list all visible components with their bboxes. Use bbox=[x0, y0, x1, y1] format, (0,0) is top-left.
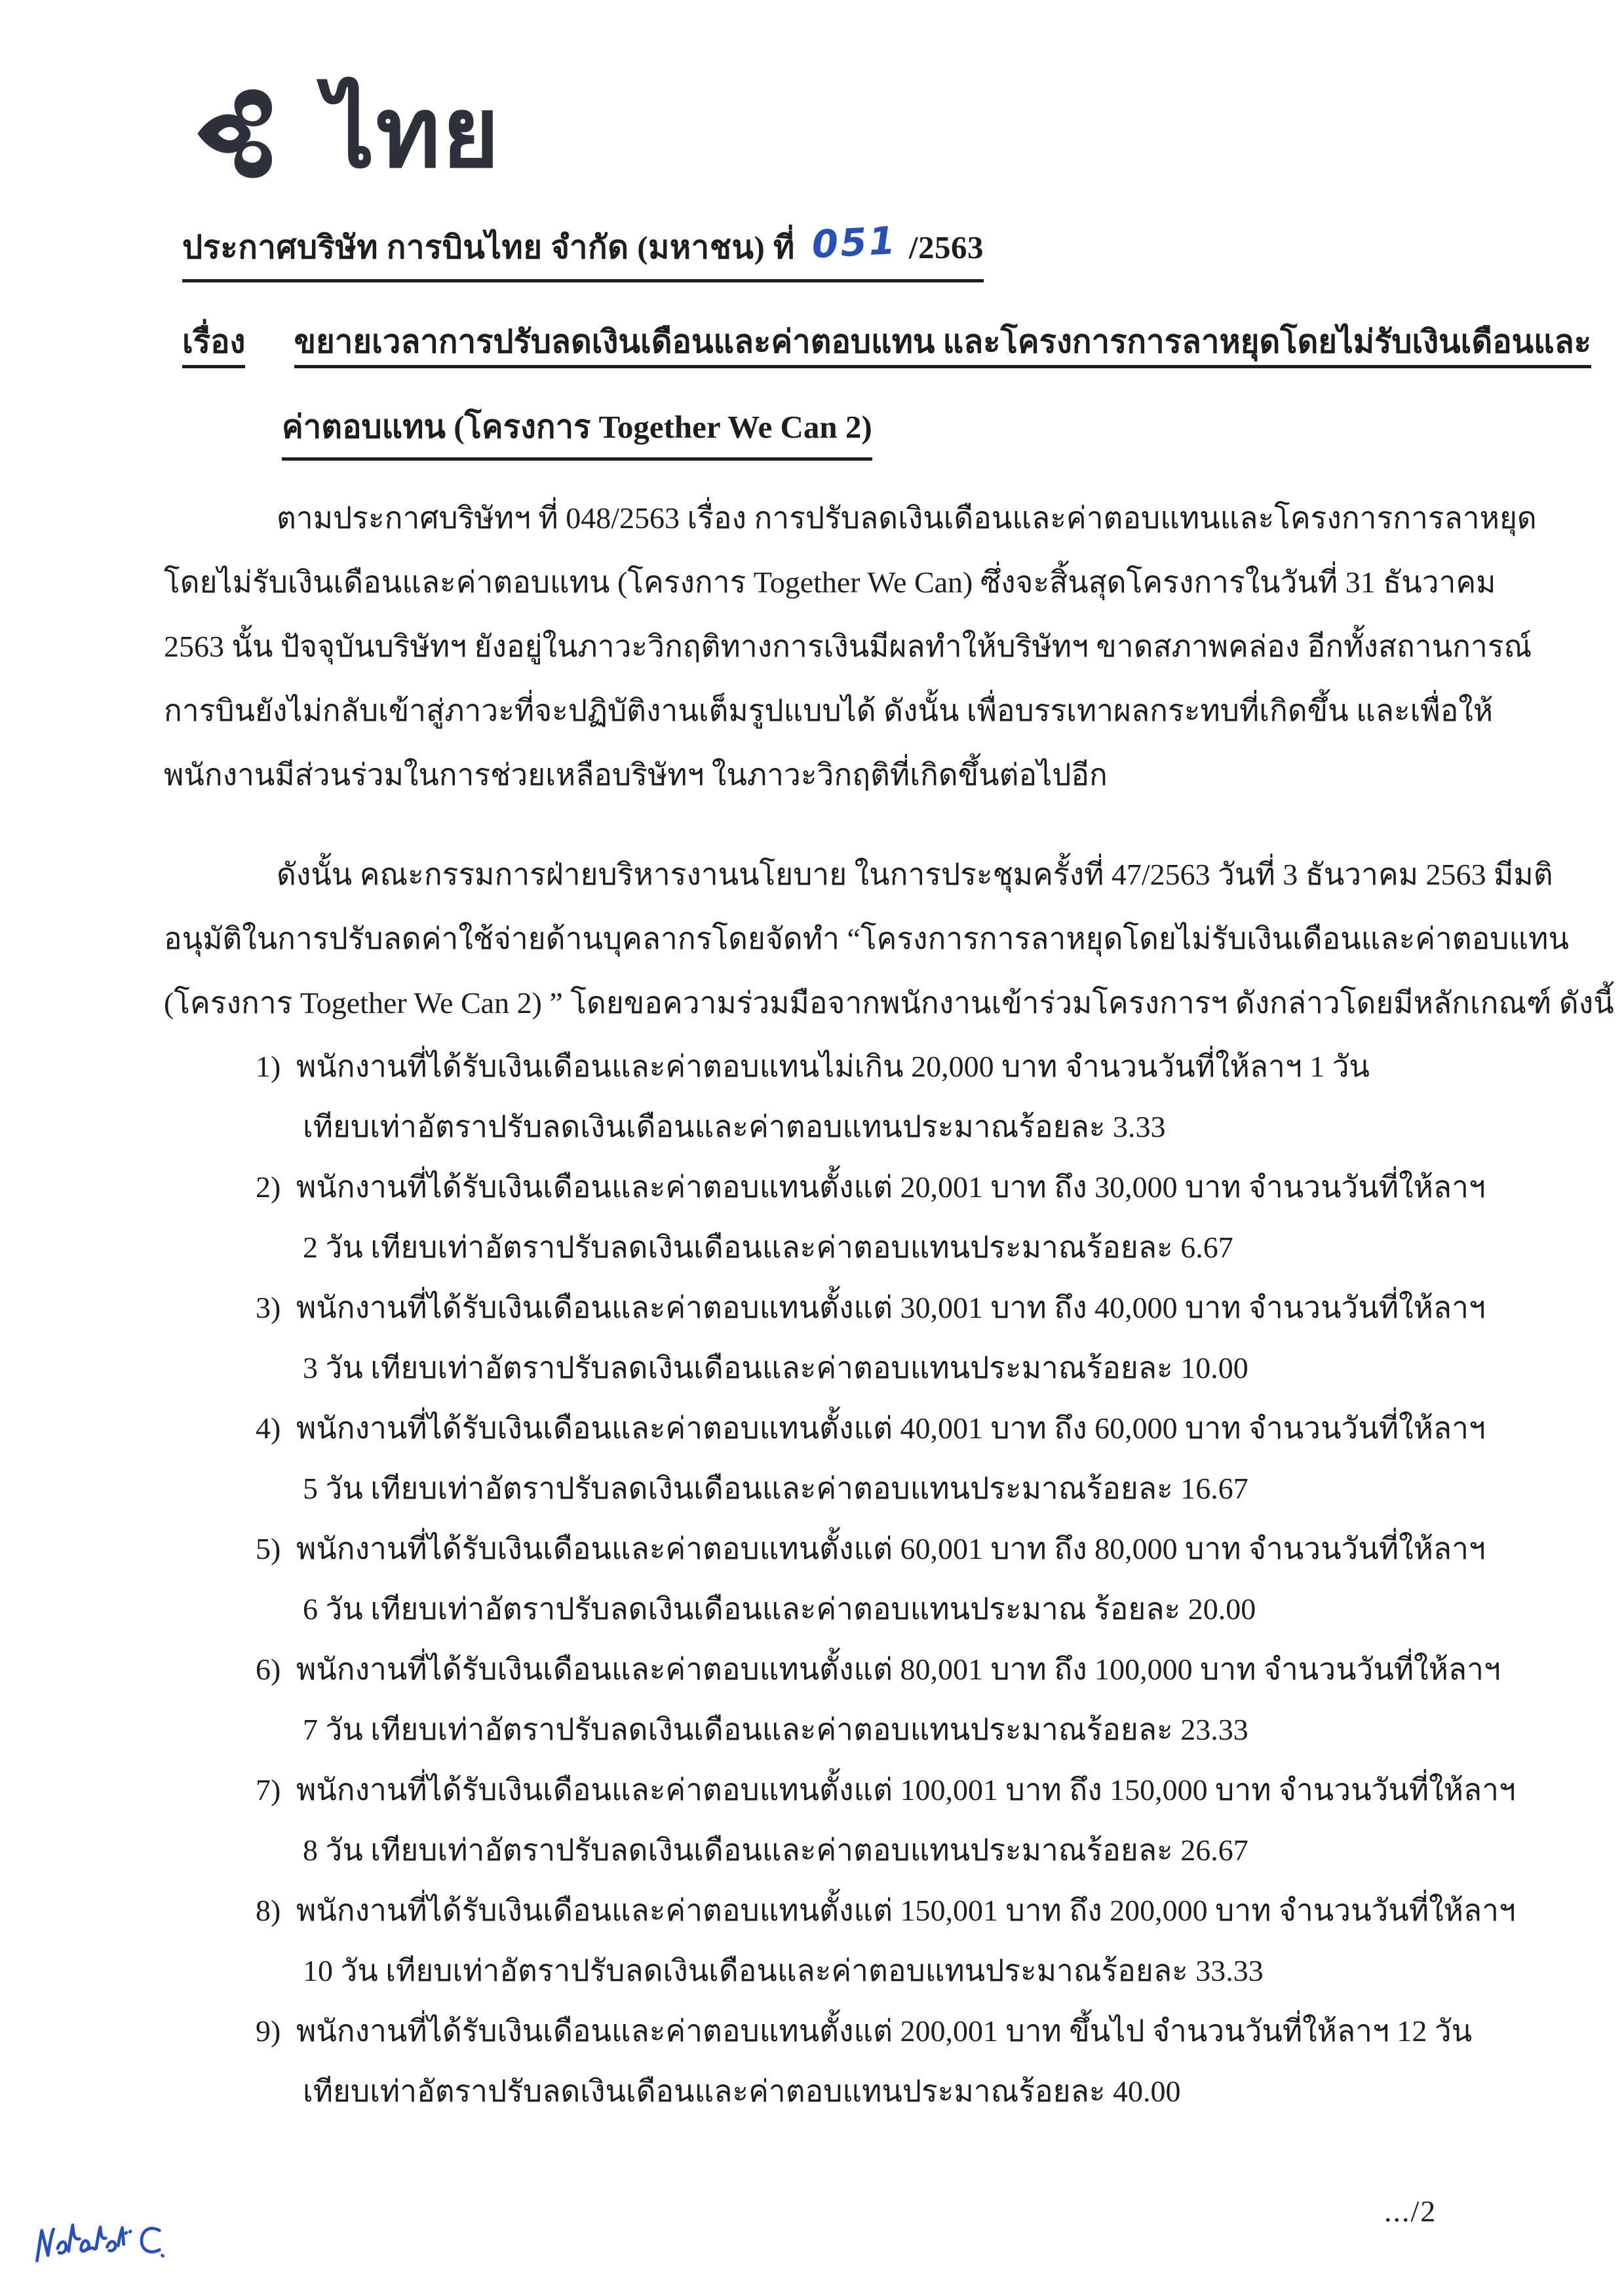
item-number: 6) bbox=[256, 1653, 281, 1686]
announcement-title bbox=[182, 218, 984, 282]
paragraph-2-line2: อนุมัติในการปรับลดค่าใช้จ่ายด้านบุคลากรโดยจัดทำ “โครงการการลาหยุดโดยไม่รับเงินเดือนและค่าตอบแทน bbox=[164, 922, 1569, 955]
item-number: 8) bbox=[256, 1894, 281, 1927]
subject-line1: ขยายเวลาการปรับลดเงินเดือนและค่าตอบแทน และโครงการการลาหยุดโดยไม่รับเงินเดือนและ bbox=[294, 324, 1591, 368]
list-item bbox=[256, 2001, 1516, 2122]
item-number: 3) bbox=[256, 1291, 281, 1324]
item-number: 9) bbox=[256, 2014, 281, 2048]
title-year-suffix: /2563 bbox=[908, 229, 984, 265]
item-number: 4) bbox=[256, 1411, 281, 1445]
paragraph-2-line1: ดังนั้น คณะกรรมการฝ่ายบริหารงานนโยบาย ในการประชุมครั้งที่ 47/2563 วันที่ 3 ธันวาคม 2563 มีมติ bbox=[277, 858, 1553, 891]
logo-brand-text: ไทย bbox=[325, 79, 501, 188]
item-line1: พนักงานที่ได้รับเงินเดือนและค่าตอบแทนตั้งแต่ 80,001 บาท ถึง 100,000 บาท จำนวนวันที่ให้ลาฯ bbox=[296, 1653, 1501, 1686]
item-line1: พนักงานที่ได้รับเงินเดือนและค่าตอบแทนตั้งแต่ 40,001 บาท ถึง 60,000 บาท จำนวนวันที่ให้ลาฯ bbox=[296, 1411, 1486, 1445]
item-line1: พนักงานที่ได้รับเงินเดือนและค่าตอบแทนตั้งแต่ 150,001 บาท ถึง 200,000 บาท จำนวนวันที่ให้ลาฯ bbox=[296, 1894, 1516, 1927]
item-number: 5) bbox=[256, 1532, 281, 1565]
item-line2: 8 วัน เทียบเท่าอัตราปรับลดเงินเดือนและค่าตอบแทนประมาณร้อยละ 26.67 bbox=[303, 1833, 1248, 1867]
title-prefix: ประกาศบริษัท การบินไทย จำกัด (มหาชน) ที่ bbox=[182, 229, 795, 265]
item-line2: 7 วัน เทียบเท่าอัตราปรับลดเงินเดือนและค่าตอบแทนประมาณร้อยละ 23.33 bbox=[303, 1713, 1248, 1746]
item-line1: พนักงานที่ได้รับเงินเดือนและค่าตอบแทนตั้งแต่ 60,001 บาท ถึง 80,000 บาท จำนวนวันที่ให้ลาฯ bbox=[296, 1532, 1486, 1565]
list-item bbox=[256, 1157, 1516, 1278]
item-line2: 5 วัน เทียบเท่าอัตราปรับลดเงินเดือนและค่าตอบแทนประมาณร้อยละ 16.67 bbox=[303, 1472, 1248, 1505]
item-line1: พนักงานที่ได้รับเงินเดือนและค่าตอบแทนตั้งแต่ 20,001 บาท ถึง 30,000 บาท จำนวนวันที่ให้ลาฯ bbox=[296, 1170, 1486, 1204]
list-item bbox=[256, 1881, 1516, 2001]
item-line1: พนักงานที่ได้รับเงินเดือนและค่าตอบแทนตั้งแต่ 200,001 บาท ขึ้นไป จำนวนวันที่ให้ลาฯ 12 วัน bbox=[296, 2014, 1473, 2048]
handwritten-doc-number: 051 bbox=[810, 218, 899, 267]
paragraph-2 bbox=[164, 843, 1614, 1035]
list-item bbox=[256, 1398, 1516, 1519]
thai-airways-logo bbox=[191, 79, 501, 188]
item-line2: 2 วัน เทียบเท่าอัตราปรับลดเงินเดือนและค่าตอบแทนประมาณร้อยละ 6.67 bbox=[303, 1231, 1233, 1264]
paragraph-1-line5: พนักงานมีส่วนร่วมในการช่วยเหลือบริษัทฯ ในภาวะวิกฤติที่เกิดขึ้นต่อไปอีก bbox=[164, 758, 1108, 792]
paragraph-1-line4: การบินยังไม่กลับเข้าสู่ภาวะที่จะปฏิบัติงานเต็มรูปแบบได้ ดังนั้น เพื่อบรรเทาผลกระทบที่เกิดขึ้น และเพื่อให้ bbox=[164, 694, 1494, 727]
thai-airways-swirl-icon bbox=[191, 84, 308, 183]
subject-label: เรื่อง bbox=[182, 324, 245, 368]
item-line2: 6 วัน เทียบเท่าอัตราปรับลดเงินเดือนและค่าตอบแทนประมาณ ร้อยละ 20.00 bbox=[303, 1592, 1256, 1626]
item-line2: เทียบเท่าอัตราปรับลดเงินเดือนและค่าตอบแทนประมาณร้อยละ 40.00 bbox=[303, 2075, 1181, 2108]
paragraph-1-line3: 2563 นั้น ปัจจุบันบริษัทฯ ยังอยู่ในภาวะวิกฤติทางการเงินมีผลทำให้บริษัทฯ ขาดสภาพคล่อง อีกทั้งสถานการณ์ bbox=[164, 630, 1532, 663]
subject-line2: ค่าตอบแทน (โครงการ Together We Can 2) bbox=[282, 401, 872, 461]
item-number: 1) bbox=[256, 1050, 281, 1083]
item-line2: เทียบเท่าอัตราปรับลดเงินเดือนและค่าตอบแทนประมาณร้อยละ 3.33 bbox=[303, 1110, 1166, 1143]
list-item bbox=[256, 1639, 1516, 1760]
criteria-list bbox=[256, 1037, 1516, 2122]
item-line2: 3 วัน เทียบเท่าอัตราปรับลดเงินเดือนและค่าตอบแทนประมาณร้อยละ 10.00 bbox=[303, 1351, 1248, 1385]
paragraph-1 bbox=[164, 486, 1537, 807]
subject-row bbox=[182, 316, 1591, 367]
item-number: 2) bbox=[256, 1170, 281, 1204]
item-line1: พนักงานที่ได้รับเงินเดือนและค่าตอบแทนไม่เกิน 20,000 บาท จำนวนวันที่ให้ลาฯ 1 วัน bbox=[296, 1050, 1370, 1083]
list-item bbox=[256, 1760, 1516, 1881]
paragraph-1-line2: โดยไม่รับเงินเดือนและค่าตอบแทน (โครงการ Together We Can) ซึ่งจะสิ้นสุดโครงการในวันที่ 31 ธันวาคม bbox=[164, 565, 1496, 599]
handwritten-signature bbox=[31, 2213, 169, 2272]
list-item bbox=[256, 1519, 1516, 1639]
item-line1: พนักงานที่ได้รับเงินเดือนและค่าตอบแทนตั้งแต่ 100,001 บาท ถึง 150,000 บาท จำนวนวันที่ให้ลาฯ bbox=[296, 1773, 1516, 1807]
item-line2: 10 วัน เทียบเท่าอัตราปรับลดเงินเดือนและค่าตอบแทนประมาณร้อยละ 33.33 bbox=[303, 1954, 1264, 1987]
page-continuation-indicator: .../2 bbox=[1384, 2194, 1437, 2228]
list-item bbox=[256, 1278, 1516, 1398]
item-line1: พนักงานที่ได้รับเงินเดือนและค่าตอบแทนตั้งแต่ 30,001 บาท ถึง 40,000 บาท จำนวนวันที่ให้ลาฯ bbox=[296, 1291, 1486, 1324]
paragraph-1-line1: ตามประกาศบริษัทฯ ที่ 048/2563 เรื่อง การปรับลดเงินเดือนและค่าตอบแทนและโครงการการลาหยุด bbox=[277, 501, 1537, 535]
paragraph-2-line3: (โครงการ Together We Can 2) ” โดยขอความร่วมมือจากพนักงานเข้าร่วมโครงการฯ ดังกล่าวโดยมีหลักเกณฑ์ ดังนี้ bbox=[164, 986, 1614, 1020]
list-item bbox=[256, 1037, 1516, 1157]
item-number: 7) bbox=[256, 1773, 281, 1807]
